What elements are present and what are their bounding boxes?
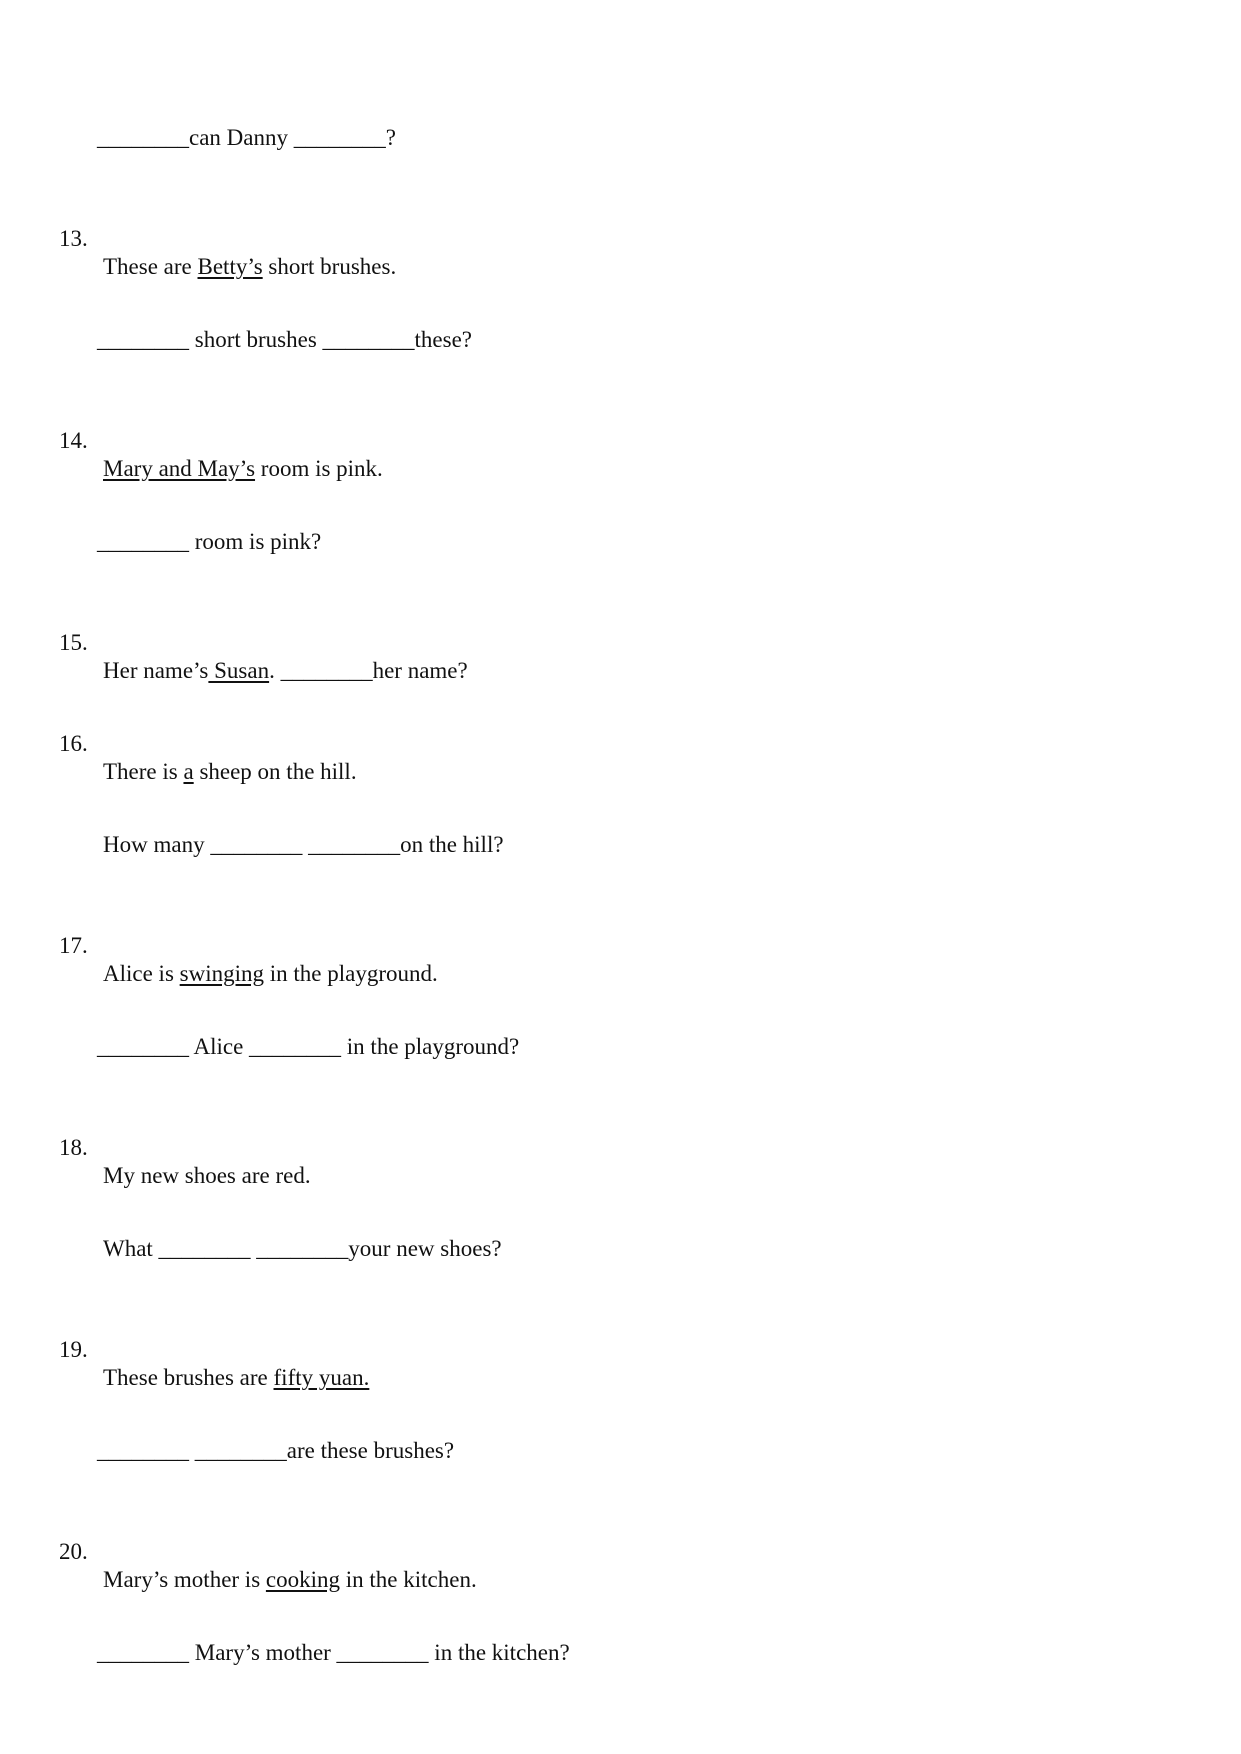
question-segment: in the playground. bbox=[264, 961, 438, 986]
question-text bbox=[103, 657, 468, 685]
question-segment: These are bbox=[103, 254, 198, 279]
question-19 bbox=[0, 1308, 370, 1420]
answer-text: ________ ________are these brushes? bbox=[97, 1438, 455, 1463]
answer-line-14 bbox=[0, 500, 322, 584]
question-text bbox=[103, 758, 357, 786]
answer-line-16 bbox=[0, 803, 504, 887]
question-number: 13. bbox=[59, 226, 88, 251]
question-segment: sheep on the hill. bbox=[193, 759, 357, 784]
answer-line-13 bbox=[0, 298, 472, 382]
question-segment: These brushes are bbox=[103, 1365, 274, 1390]
question-number: 19. bbox=[59, 1337, 88, 1362]
answer-line-20 bbox=[0, 1611, 570, 1695]
question-number: 17. bbox=[59, 933, 88, 958]
answer-text: ________can Danny ________? bbox=[97, 125, 396, 150]
question-segment: Alice is bbox=[103, 961, 180, 986]
question-segment: in the kitchen. bbox=[340, 1567, 477, 1592]
question-14 bbox=[0, 399, 383, 511]
question-segment: Her name’s bbox=[103, 658, 209, 683]
underlined-word: Betty’s bbox=[197, 254, 263, 279]
answer-text: ________ room is pink? bbox=[97, 529, 322, 554]
underlined-word: fifty yuan. bbox=[273, 1365, 370, 1390]
underlined-word: Susan bbox=[208, 658, 270, 683]
question-text bbox=[103, 1566, 477, 1594]
question-number: 14. bbox=[59, 428, 88, 453]
underlined-word: cooking bbox=[265, 1567, 341, 1592]
answer-text: ________ Mary’s mother ________ in the kitchen? bbox=[97, 1640, 570, 1665]
question-number: 18. bbox=[59, 1135, 88, 1160]
answer-text: What ________ ________your new shoes? bbox=[103, 1236, 502, 1261]
question-segment: Mary’s mother is bbox=[103, 1567, 266, 1592]
answer-line-19 bbox=[0, 1409, 455, 1493]
answer-text: ________ Alice ________ in the playground? bbox=[97, 1034, 520, 1059]
underlined-word: swinging bbox=[179, 961, 264, 986]
question-text bbox=[103, 1364, 369, 1392]
answer-text: ________ short brushes ________these? bbox=[97, 327, 472, 352]
question-segment: room is pink. bbox=[255, 456, 383, 481]
question-segment: My new shoes are red. bbox=[103, 1163, 311, 1188]
question-text bbox=[103, 960, 438, 988]
question-text bbox=[103, 455, 383, 483]
question-segment: . ________her name? bbox=[269, 658, 468, 683]
answer-text: How many ________ ________on the hill? bbox=[103, 832, 504, 857]
question-text bbox=[103, 1162, 311, 1190]
question-13 bbox=[0, 197, 397, 309]
question-20 bbox=[0, 1510, 477, 1622]
underlined-word: Mary and May’s bbox=[103, 456, 256, 481]
question-18 bbox=[0, 1106, 311, 1218]
question-16 bbox=[0, 702, 357, 814]
question-number: 20. bbox=[59, 1539, 88, 1564]
question-segment: short brushes. bbox=[262, 254, 397, 279]
question-number: 15. bbox=[59, 630, 88, 655]
question-number: 16. bbox=[59, 731, 88, 756]
answer-line-12 bbox=[0, 96, 396, 180]
question-segment: There is bbox=[103, 759, 184, 784]
question-17 bbox=[0, 904, 438, 1016]
answer-line-18 bbox=[0, 1207, 502, 1291]
underlined-word: a bbox=[183, 759, 194, 784]
answer-line-17 bbox=[0, 1005, 520, 1089]
question-15 bbox=[0, 601, 468, 713]
question-text bbox=[103, 253, 396, 281]
